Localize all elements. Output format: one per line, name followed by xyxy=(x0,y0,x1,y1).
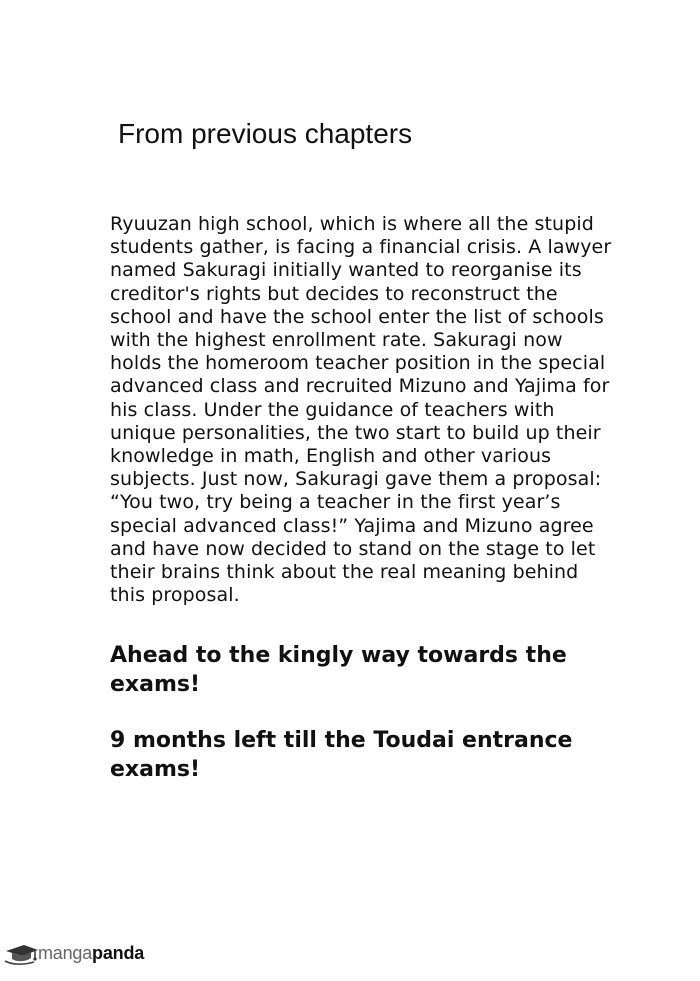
summary-line: knowledge in math, English and other various xyxy=(110,445,552,468)
summary-line: school and have the school enter the list of schools xyxy=(110,305,604,328)
summary-line: their brains think about the real meaning behind xyxy=(110,561,579,584)
page-title: From previous chapters xyxy=(118,118,413,149)
summary-line: Ryuuzan high school, which is where all the stupid xyxy=(110,213,594,235)
headline-line: Ahead to the kingly way towards the xyxy=(110,643,567,668)
chapter-summary xyxy=(110,213,630,607)
logo-text-manga: manga xyxy=(38,943,93,963)
summary-line: with the highest enrollment rate. Sakuragi now xyxy=(110,329,563,352)
summary-line: holds the homeroom teacher position in the special xyxy=(110,352,606,375)
summary-line: “You two, try being a teacher in the first year’s xyxy=(110,491,561,514)
headline-line: exams! xyxy=(110,672,201,697)
summary-line: special advanced class!” Yajima and Mizuno agree xyxy=(110,514,594,537)
summary-line: his class. Under the guidance of teachers with xyxy=(110,398,555,421)
summary-line: subjects. Just now, Sakuragi gave them a proposal: xyxy=(110,468,602,491)
mangapanda-logo-icon xyxy=(4,939,40,967)
headline-line: 9 months left till the Toudai entrance xyxy=(110,728,573,753)
headline-line: exams! xyxy=(110,757,201,782)
headline-kingly-way xyxy=(110,641,650,699)
summary-line: students gather, is facing a financial crisis. A lawyer xyxy=(110,236,612,259)
mangapanda-logo-text xyxy=(38,943,144,963)
logo-text-panda: panda xyxy=(92,943,145,963)
summary-line: creditor's rights but decides to reconstruct the xyxy=(110,282,558,305)
headline-months-left xyxy=(110,726,650,784)
summary-line: unique personalities, the two start to build up their xyxy=(110,421,601,444)
summary-line: advanced class and recruited Mizuno and Yajima for xyxy=(110,375,610,398)
mangapanda-watermark xyxy=(4,936,144,970)
summary-line: this proposal. xyxy=(110,584,240,607)
summary-line: named Sakuragi initially wanted to reorganise its xyxy=(110,259,582,282)
summary-line: and have now decided to stand on the stage to let xyxy=(110,537,596,560)
